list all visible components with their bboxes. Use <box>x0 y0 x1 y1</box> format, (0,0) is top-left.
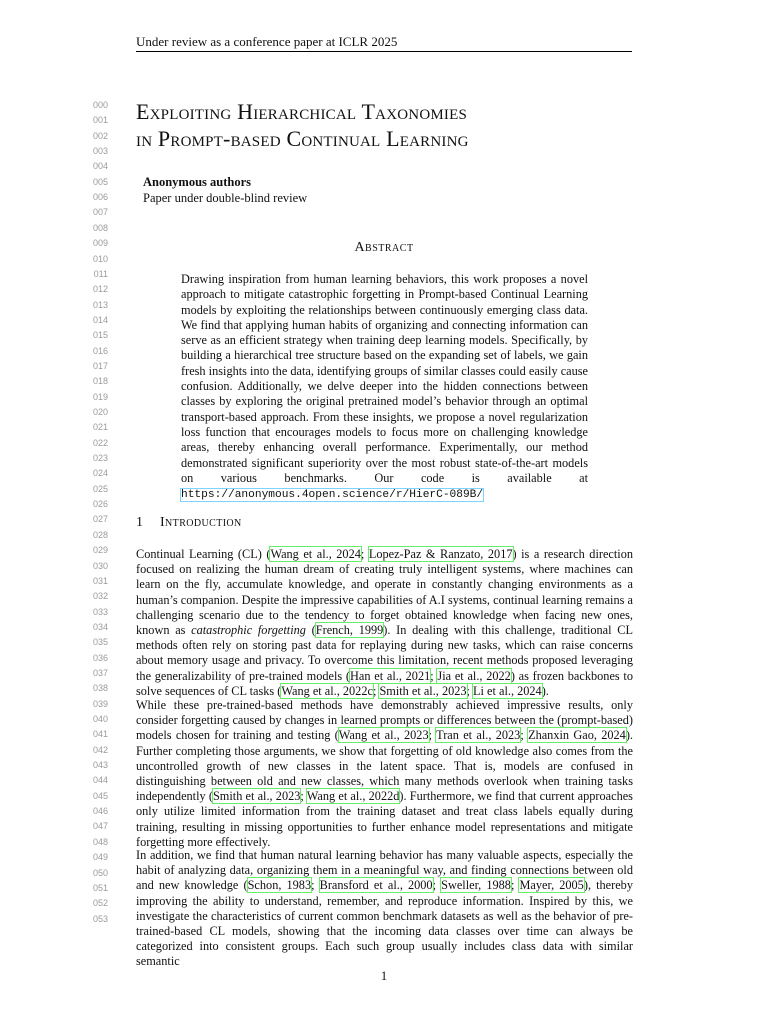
abstract-heading: Abstract <box>354 240 414 255</box>
paragraph-text: In addition, we find that human natural learning behavior has many valuable aspects, especially the habit of analyzing data, organizing them in a meaningful way, and finding connections between old and new knowledge ( <box>136 848 633 893</box>
line-number: 023 <box>92 453 108 464</box>
line-number: 026 <box>92 499 108 510</box>
line-number: 043 <box>92 760 108 771</box>
author-block <box>143 175 307 206</box>
line-number: 024 <box>92 468 108 479</box>
citation-link[interactable]: Wang et al., 2024 <box>270 547 361 561</box>
line-number: 013 <box>92 299 108 310</box>
citation-link[interactable]: Han et al., 2021 <box>350 668 431 683</box>
citation-link[interactable]: Smith et al., 2023 <box>212 789 301 804</box>
line-number: 051 <box>92 882 108 893</box>
section-title: Introduction <box>160 515 242 530</box>
paragraph-text: ; <box>510 878 520 893</box>
line-number: 006 <box>92 192 108 203</box>
line-number: 036 <box>92 652 108 663</box>
paragraph-text: ). Furthermore, we find that current approaches only utilize limited information from the training dataset and treat class labels equally during training, resulting in missing opportunities to further enhance model representations and mitigate forgetting more effectively. <box>136 789 633 849</box>
abstract-text: Drawing inspiration from human learning behaviors, this work proposes a novel approach to mitigate catastrophic forgetting in Prompt-based Continual Learning models by exploiting the relationships between continuously emerging class data. We find that applying human habits of organizing and connecting information can serve as an efficient strategy when training deep learning models. Specifically, by building a hierarchical tree structure based on the expanding set of labels, we gain fresh insights into the data, identifying groups of similar classes could easily cause confusion. Additionally, we delve deeper into the hidden connections between classes by exploring the original pretrained model’s behavior through an optimal transport-based approach. From these insights, we propose a novel regularization loss function that encourages models to focus more on challenging knowledge areas, thereby enhancing overall performance. Experimentally, our method demonstrated significant superiority over the most robust state-of-the-art models on various benchmarks. Our code is available at <box>181 272 588 485</box>
section-heading <box>136 515 242 531</box>
citation-link[interactable]: Wang et al., 2023 <box>338 728 429 743</box>
line-number: 047 <box>92 821 108 832</box>
line-number: 004 <box>92 161 108 172</box>
line-number: 007 <box>92 207 108 218</box>
citation-link[interactable]: Lopez-Paz & Ranzato, 2017 <box>368 547 513 561</box>
abstract-body <box>181 272 588 503</box>
citation-link[interactable]: Li et al., 2024 <box>473 683 542 698</box>
paragraph-text: ; <box>428 728 437 743</box>
title-line-1: Exploiting Hierarchical Taxonomies <box>136 99 467 124</box>
paragraph-text: ) as frozen backbones to solve sequences of CL tasks ( <box>136 668 634 698</box>
line-number: 037 <box>92 667 108 678</box>
line-number: 009 <box>92 238 108 249</box>
line-number: 020 <box>92 407 108 417</box>
line-number: 001 <box>92 115 108 126</box>
paragraph-text: ; <box>360 547 369 561</box>
line-number: 014 <box>92 314 108 325</box>
line-number: 050 <box>92 867 108 878</box>
citation-link[interactable]: Schon, 1983 <box>247 878 312 893</box>
paragraph-3 <box>136 848 633 970</box>
line-number: 039 <box>92 698 108 709</box>
line-number: 045 <box>92 790 108 801</box>
citation-link[interactable]: Bransford et al., 2000 <box>319 878 433 893</box>
line-number: 034 <box>92 621 108 632</box>
paragraph-text: ). In dealing with this challenge, traditional CL methods often rely on storing past data for replaying during new tasks, which can raise concerns about memory usage and privacy. To overcome this limitation, recent methods proposed leveraging the generalizability of pre-trained models ( <box>136 623 633 683</box>
line-number: 029 <box>92 545 108 556</box>
paragraph-2 <box>136 698 633 850</box>
line-number: 030 <box>92 560 108 571</box>
line-number: 033 <box>92 606 108 617</box>
citation-link[interactable]: Wang et al., 2022d <box>306 789 400 804</box>
paragraph-1 <box>136 547 633 699</box>
line-number: 025 <box>92 483 108 494</box>
paragraph-text: While these pre-trained-based methods have demonstrably achieved impressive results, only consider forgetting caused by changes in learned prompts or differences between the (prompt-based) models chosen for training and testing ( <box>136 698 633 743</box>
section-number: 1 <box>136 515 143 530</box>
paragraph-text: ). Further completing those arguments, we show that forgetting of old knowledge also comes from the uncontrolled growth of new classes in the latent space. That is, models are confused in distinguishing between old and new classes, which many methods overlook when training tasks independently ( <box>136 728 633 804</box>
paper-title <box>136 98 636 152</box>
citation-link[interactable]: Zhanxin Gao, 2024 <box>528 728 626 743</box>
running-header: Under review as a conference paper at ICLR 2025 <box>136 33 632 52</box>
line-number: 005 <box>92 176 108 187</box>
line-number: 003 <box>92 146 108 157</box>
paragraph-text: ). <box>541 683 549 698</box>
line-number: 044 <box>92 775 108 786</box>
citation-link[interactable]: Tran et al., 2023 <box>436 728 521 743</box>
paragraph-text: ) is a research direction focused on realizing the human dream of creating truly intelligent systems, where machines can learn on the fly, accumulate knowledge, and operate in constantly changing environments as a human’s companion. Despite the impressive capabilities of A.I systems, continual learning remains a challenging scenario due to the tendency to forget obtained knowledge when facing new ones, known as <box>136 547 633 638</box>
line-number: 018 <box>92 376 108 387</box>
line-number: 040 <box>92 714 108 724</box>
line-number: 038 <box>92 683 108 694</box>
paragraph-text: ; <box>466 683 474 698</box>
title-line-2: in Prompt-based Continual Learning <box>136 126 469 151</box>
line-number: 052 <box>92 898 108 909</box>
line-number: 046 <box>92 806 108 817</box>
paragraph-text: ; <box>372 683 380 698</box>
paragraph-text: ; <box>430 668 438 683</box>
line-number: 032 <box>92 591 108 602</box>
code-url-link[interactable]: https://anonymous.4open.science/r/HierC-089B/ <box>181 489 484 502</box>
line-number: 008 <box>92 222 108 233</box>
line-number: 002 <box>92 130 108 141</box>
line-number: 027 <box>92 514 108 525</box>
line-number: 011 <box>93 268 108 279</box>
paragraph-text: ; <box>300 789 307 804</box>
line-number: 017 <box>92 360 108 371</box>
citation-link[interactable]: Jia et al., 2022 <box>437 668 511 683</box>
paragraph-text: ), thereby improving the ability to understand, remember, and reproduce information. Inspired by this, we investigate the characteristics of current common benchmark datasets as well as the behavior of pre-trained-based CL models, showing that the incoming data classes over time can always be categorized into consistent groups. Each such group usually includes class data with similar semantic <box>136 878 633 969</box>
citation-link[interactable]: Smith et al., 2023 <box>379 683 467 698</box>
line-number: 019 <box>92 391 108 402</box>
citation-link[interactable]: French, 1999 <box>315 623 384 638</box>
author-name: Anonymous authors <box>143 175 252 189</box>
line-number: 028 <box>92 529 108 540</box>
line-number: 016 <box>92 345 108 356</box>
paragraph-text: Continual Learning (CL) ( <box>136 547 271 561</box>
line-number: 000 <box>92 100 108 110</box>
citation-link[interactable]: Mayer, 2005 <box>519 878 584 893</box>
paragraph-text: ; <box>520 728 529 743</box>
citation-link[interactable]: Sweller, 1988 <box>441 878 511 893</box>
line-number: 012 <box>92 284 108 295</box>
line-number: 035 <box>92 637 108 648</box>
paragraph-text: ; <box>311 878 320 893</box>
line-number: 049 <box>92 852 108 863</box>
line-number: 048 <box>92 836 108 847</box>
page-number: 1 <box>380 969 388 983</box>
paragraph-text: ( <box>305 623 316 638</box>
emphasized-text: catastrophic forgetting <box>191 623 306 638</box>
review-note: Paper under double-blind review <box>143 190 308 205</box>
line-number: 010 <box>92 253 108 264</box>
line-number: 031 <box>92 575 108 586</box>
line-number: 021 <box>92 422 108 433</box>
line-number: 022 <box>92 437 108 448</box>
paragraph-text: ; <box>432 878 442 893</box>
citation-link[interactable]: Wang et al., 2022c <box>281 683 373 698</box>
line-number: 041 <box>92 729 108 740</box>
line-number: 042 <box>92 744 108 755</box>
line-number: 015 <box>92 330 108 341</box>
line-number: 053 <box>92 913 108 924</box>
